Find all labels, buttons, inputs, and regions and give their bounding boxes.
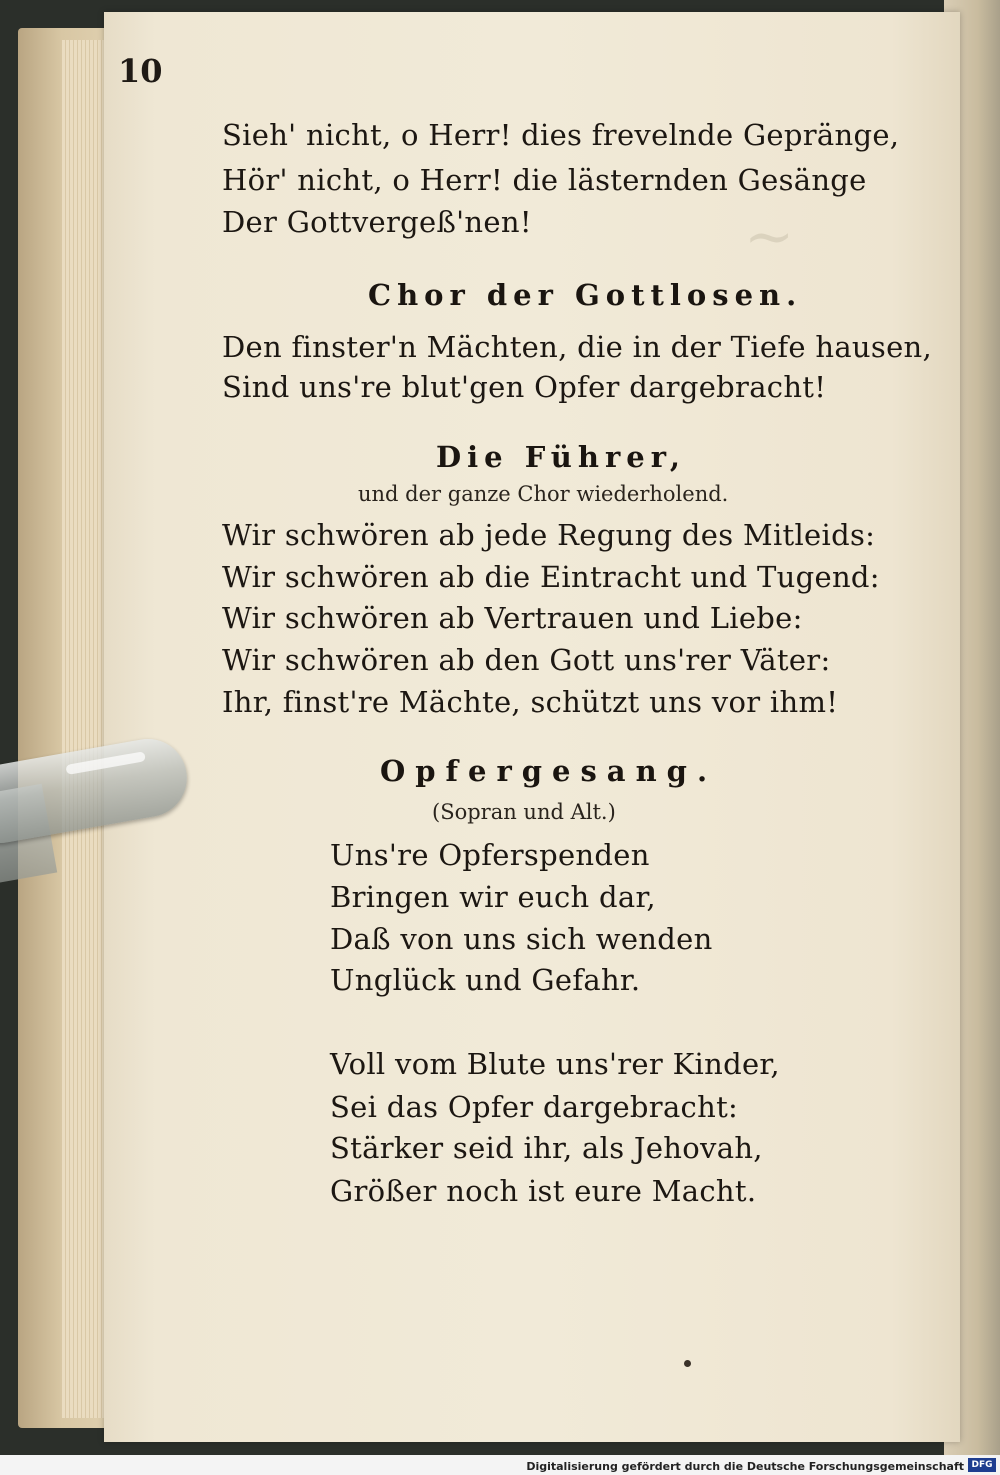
stage-direction: und der ganze Chor wiederholend.: [358, 482, 729, 506]
clip-shine: [65, 751, 146, 775]
stanza-line: Der Gottvergeß'nen!: [222, 205, 532, 239]
section-heading-fuehrer: Die Führer,: [436, 440, 686, 474]
chor-line: Sind uns're blut'gen Opfer dargebracht!: [222, 370, 827, 404]
opfergesang-line: Größer noch ist eure Macht.: [330, 1174, 757, 1208]
section-heading-chor: Chor der Gottlosen.: [368, 278, 803, 312]
opfergesang-line: Unglück und Gefahr.: [330, 963, 641, 997]
opfergesang-line: Voll vom Blute uns'rer Kinder,: [330, 1047, 780, 1081]
show-through-text: ~: [744, 202, 795, 272]
fuehrer-line: Wir schwören ab den Gott uns'rer Väter:: [222, 643, 831, 677]
footer-credit: Digitalisierung gefördert durch die Deutsche Forschungsgemeinschaft: [526, 1460, 964, 1473]
stanza-line: Hör' nicht, o Herr! die lästernden Gesänge: [222, 163, 867, 197]
fuehrer-line: Ihr, finst're Mächte, schützt uns vor ihm!: [222, 685, 839, 719]
fuehrer-line: Wir schwören ab die Eintracht und Tugend:: [222, 560, 880, 594]
dfg-logo: DFG: [968, 1458, 996, 1472]
stanza-line: Sieh' nicht, o Herr! dies frevelnde Gepränge,: [222, 118, 900, 152]
page-number: 10: [118, 52, 163, 90]
opfergesang-line: Daß von uns sich wenden: [330, 922, 713, 956]
fuehrer-line: Wir schwören ab jede Regung des Mitleids:: [222, 518, 876, 552]
opfergesang-line: Uns're Opferspenden: [330, 838, 650, 872]
opfergesang-line: Bringen wir euch dar,: [330, 880, 656, 914]
opfergesang-line: Stärker seid ihr, als Jehovah,: [330, 1131, 763, 1165]
ink-mark: [684, 1360, 691, 1367]
fuehrer-line: Wir schwören ab Vertrauen und Liebe:: [222, 601, 803, 635]
section-heading-opfergesang: Opfergesang.: [380, 754, 718, 788]
chor-line: Den finster'n Mächten, die in der Tiefe hausen,: [222, 330, 933, 364]
voices-note: (Sopran und Alt.): [432, 800, 616, 824]
opfergesang-line: Sei das Opfer dargebracht:: [330, 1090, 739, 1124]
